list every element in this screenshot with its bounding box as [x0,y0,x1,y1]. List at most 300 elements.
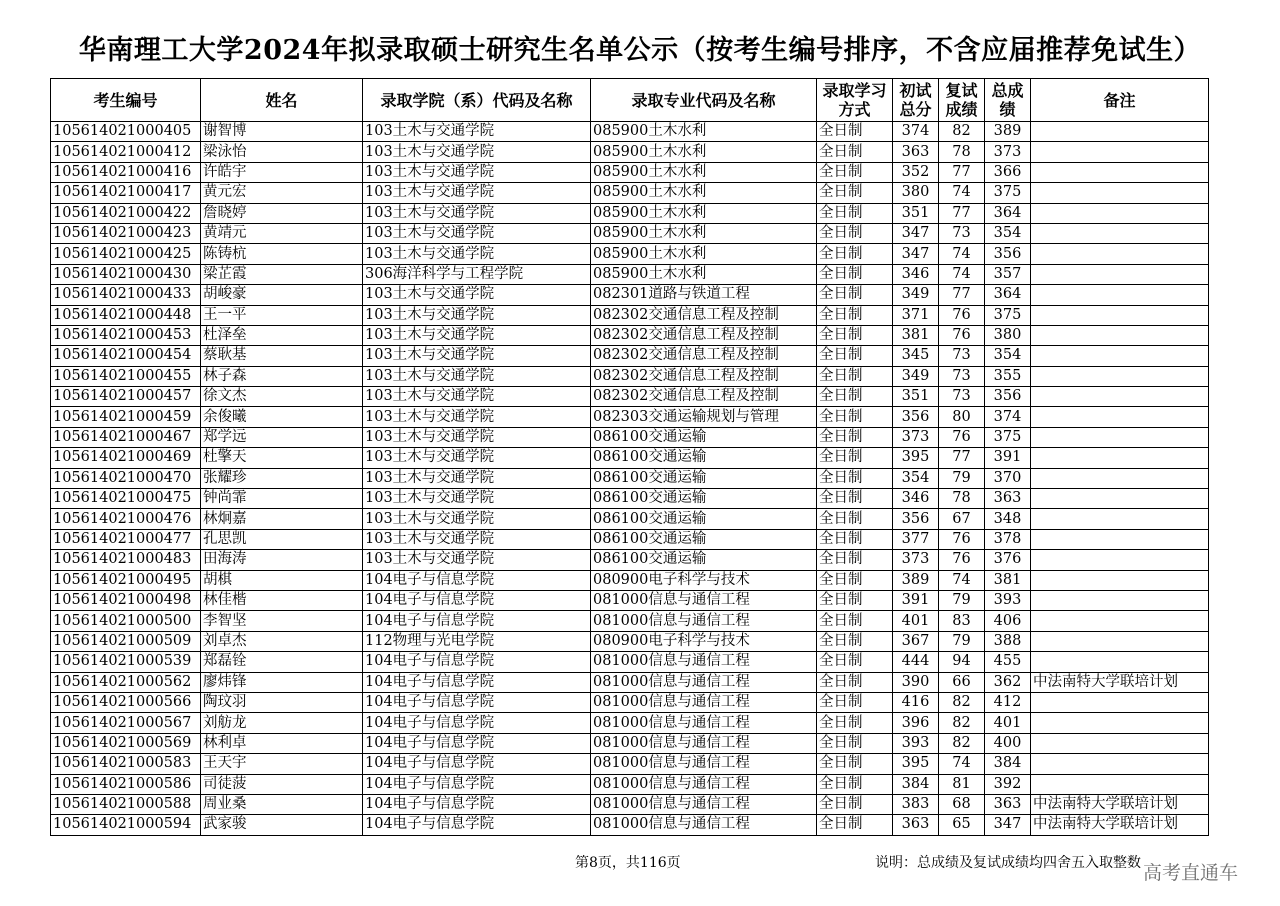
cell-note [1031,529,1209,549]
cell-initial: 373 [893,550,939,570]
cell-major: 086100交通运输 [591,489,817,509]
cell-total: 362 [985,672,1031,692]
cell-name: 杜泽垒 [201,325,363,345]
cell-major: 081000信息与通信工程 [591,815,817,835]
cell-major: 080900电子科学与技术 [591,570,817,590]
cell-major: 086100交通运输 [591,468,817,488]
cell-note [1031,305,1209,325]
cell-major: 086100交通运输 [591,550,817,570]
cell-total: 357 [985,264,1031,284]
cell-id: 105614021000454 [51,346,201,366]
cell-retest: 76 [939,427,985,447]
cell-total: 375 [985,427,1031,447]
cell-major: 086100交通运输 [591,448,817,468]
cell-major: 085900土木水利 [591,203,817,223]
table-row [51,305,1209,325]
cell-major: 081000信息与通信工程 [591,590,817,610]
cell-college: 103土木与交通学院 [363,448,591,468]
cell-name: 刘舫龙 [201,713,363,733]
cell-retest: 82 [939,713,985,733]
cell-college: 103土木与交通学院 [363,203,591,223]
cell-major: 082302交通信息工程及控制 [591,366,817,386]
cell-mode: 全日制 [817,631,893,651]
cell-note [1031,489,1209,509]
cell-retest: 80 [939,407,985,427]
cell-id: 105614021000430 [51,264,201,284]
cell-major: 085900土木水利 [591,142,817,162]
cell-note [1031,122,1209,142]
cell-name: 孔思凯 [201,529,363,549]
cell-college: 103土木与交通学院 [363,489,591,509]
cell-major: 086100交通运输 [591,529,817,549]
cell-retest: 82 [939,122,985,142]
cell-total: 393 [985,590,1031,610]
cell-name: 詹晓婷 [201,203,363,223]
cell-mode: 全日制 [817,407,893,427]
cell-note [1031,590,1209,610]
cell-id: 105614021000459 [51,407,201,427]
cell-initial: 395 [893,754,939,774]
cell-retest: 82 [939,692,985,712]
cell-name: 刘卓杰 [201,631,363,651]
cell-name: 林炯嘉 [201,509,363,529]
cell-note [1031,285,1209,305]
cell-college: 306海洋科学与工程学院 [363,264,591,284]
cell-note [1031,713,1209,733]
cell-total: 375 [985,183,1031,203]
cell-name: 李智坚 [201,611,363,631]
cell-total: 363 [985,794,1031,814]
cell-retest: 83 [939,611,985,631]
table-row [51,468,1209,488]
cell-total: 366 [985,162,1031,182]
header-initial-score: 初试总分 [893,79,939,122]
cell-id: 105614021000539 [51,652,201,672]
cell-major: 081000信息与通信工程 [591,652,817,672]
cell-total: 401 [985,713,1031,733]
cell-name: 周业桑 [201,794,363,814]
cell-college: 103土木与交通学院 [363,183,591,203]
cell-retest: 73 [939,223,985,243]
page-title: 华南理工大学2024年拟录取硕士研究生名单公示（按考生编号排序，不含应届推荐免试生） [78,35,1202,66]
cell-name: 蔡耿基 [201,346,363,366]
table-row [51,631,1209,651]
cell-mode: 全日制 [817,713,893,733]
cell-note [1031,692,1209,712]
cell-total: 355 [985,366,1031,386]
cell-college: 103土木与交通学院 [363,509,591,529]
header-total-score: 总成绩 [985,79,1031,122]
table-header-row [51,79,1209,122]
cell-major: 081000信息与通信工程 [591,611,817,631]
cell-total: 455 [985,652,1031,672]
cell-mode: 全日制 [817,489,893,509]
cell-id: 105614021000498 [51,590,201,610]
cell-id: 105614021000417 [51,183,201,203]
cell-note [1031,754,1209,774]
cell-mode: 全日制 [817,692,893,712]
cell-mode: 全日制 [817,611,893,631]
cell-note [1031,346,1209,366]
cell-major: 081000信息与通信工程 [591,733,817,753]
table-row [51,346,1209,366]
cell-major: 081000信息与通信工程 [591,794,817,814]
table-row [51,183,1209,203]
cell-name: 胡棋 [201,570,363,590]
cell-major: 081000信息与通信工程 [591,692,817,712]
cell-major: 081000信息与通信工程 [591,754,817,774]
cell-major: 080900电子科学与技术 [591,631,817,651]
cell-note [1031,550,1209,570]
cell-mode: 全日制 [817,550,893,570]
cell-mode: 全日制 [817,162,893,182]
cell-mode: 全日制 [817,733,893,753]
cell-college: 104电子与信息学院 [363,815,591,835]
cell-initial: 444 [893,652,939,672]
cell-initial: 393 [893,733,939,753]
cell-retest: 74 [939,244,985,264]
table-row [51,203,1209,223]
cell-college: 103土木与交通学院 [363,366,591,386]
cell-major: 085900土木水利 [591,122,817,142]
cell-id: 105614021000433 [51,285,201,305]
cell-retest: 78 [939,489,985,509]
cell-mode: 全日制 [817,815,893,835]
table-row [51,754,1209,774]
cell-mode: 全日制 [817,325,893,345]
cell-mode: 全日制 [817,529,893,549]
cell-note [1031,162,1209,182]
cell-id: 105614021000500 [51,611,201,631]
table-row [51,550,1209,570]
table-row [51,285,1209,305]
cell-note [1031,264,1209,284]
cell-note [1031,244,1209,264]
cell-college: 104电子与信息学院 [363,794,591,814]
cell-retest: 73 [939,346,985,366]
cell-mode: 全日制 [817,264,893,284]
table-row [51,244,1209,264]
cell-name: 林利卓 [201,733,363,753]
cell-major: 085900土木水利 [591,264,817,284]
table-row [51,692,1209,712]
cell-note [1031,142,1209,162]
table-row [51,529,1209,549]
cell-total: 381 [985,570,1031,590]
cell-total: 364 [985,203,1031,223]
cell-retest: 73 [939,387,985,407]
cell-total: 347 [985,815,1031,835]
cell-id: 105614021000594 [51,815,201,835]
cell-retest: 76 [939,325,985,345]
cell-major: 082302交通信息工程及控制 [591,325,817,345]
cell-mode: 全日制 [817,672,893,692]
cell-name: 廖炜锋 [201,672,363,692]
cell-mode: 全日制 [817,346,893,366]
cell-college: 103土木与交通学院 [363,346,591,366]
cell-initial: 346 [893,264,939,284]
cell-initial: 383 [893,794,939,814]
cell-note [1031,366,1209,386]
cell-total: 370 [985,468,1031,488]
table-row [51,774,1209,794]
cell-college: 103土木与交通学院 [363,223,591,243]
cell-major: 082302交通信息工程及控制 [591,305,817,325]
cell-initial: 373 [893,427,939,447]
cell-college: 103土木与交通学院 [363,244,591,264]
cell-name: 田海涛 [201,550,363,570]
cell-total: 378 [985,529,1031,549]
cell-retest: 68 [939,794,985,814]
cell-id: 105614021000588 [51,794,201,814]
cell-college: 103土木与交通学院 [363,550,591,570]
table-row [51,509,1209,529]
cell-initial: 349 [893,285,939,305]
cell-mode: 全日制 [817,142,893,162]
cell-mode: 全日制 [817,366,893,386]
cell-initial: 381 [893,325,939,345]
cell-mode: 全日制 [817,183,893,203]
cell-total: 412 [985,692,1031,712]
cell-note [1031,448,1209,468]
cell-initial: 367 [893,631,939,651]
cell-total: 348 [985,509,1031,529]
cell-total: 376 [985,550,1031,570]
cell-id: 105614021000469 [51,448,201,468]
table-row [51,142,1209,162]
cell-major: 085900土木水利 [591,244,817,264]
cell-mode: 全日制 [817,794,893,814]
cell-name: 郑学远 [201,427,363,447]
cell-note [1031,631,1209,651]
cell-id: 105614021000509 [51,631,201,651]
cell-note [1031,509,1209,529]
page-number: 第8页，共116页 [575,855,681,871]
cell-initial: 363 [893,815,939,835]
table-row [51,652,1209,672]
cell-mode: 全日制 [817,590,893,610]
cell-major: 086100交通运输 [591,427,817,447]
cell-id: 105614021000569 [51,733,201,753]
cell-note [1031,223,1209,243]
cell-mode: 全日制 [817,509,893,529]
table-row [51,611,1209,631]
table-row [51,672,1209,692]
cell-major: 085900土木水利 [591,162,817,182]
cell-major: 082301道路与铁道工程 [591,285,817,305]
cell-mode: 全日制 [817,652,893,672]
footer-note: 说明：总成绩及复试成绩均四舍五入取整数 [875,855,1141,871]
table-row [51,448,1209,468]
cell-initial: 363 [893,142,939,162]
cell-name: 林佳楷 [201,590,363,610]
cell-college: 103土木与交通学院 [363,122,591,142]
cell-note [1031,183,1209,203]
cell-id: 105614021000455 [51,366,201,386]
cell-college: 103土木与交通学院 [363,407,591,427]
table-row [51,713,1209,733]
cell-major: 085900土木水利 [591,183,817,203]
cell-college: 104电子与信息学院 [363,774,591,794]
cell-note [1031,427,1209,447]
cell-total: 356 [985,244,1031,264]
cell-name: 钟尚霏 [201,489,363,509]
table-row [51,427,1209,447]
header-college: 录取学院（系）代码及名称 [363,79,591,122]
cell-note [1031,325,1209,345]
cell-college: 103土木与交通学院 [363,529,591,549]
cell-retest: 77 [939,203,985,223]
cell-total: 373 [985,142,1031,162]
cell-id: 105614021000467 [51,427,201,447]
cell-total: 406 [985,611,1031,631]
cell-mode: 全日制 [817,285,893,305]
cell-id: 105614021000566 [51,692,201,712]
cell-initial: 390 [893,672,939,692]
cell-id: 105614021000562 [51,672,201,692]
cell-total: 392 [985,774,1031,794]
cell-major: 081000信息与通信工程 [591,672,817,692]
cell-name: 胡峻豪 [201,285,363,305]
cell-id: 105614021000567 [51,713,201,733]
cell-college: 103土木与交通学院 [363,427,591,447]
cell-total: 388 [985,631,1031,651]
header-retest-score: 复试成绩 [939,79,985,122]
cell-retest: 66 [939,672,985,692]
header-mode: 录取学习方式 [817,79,893,122]
cell-name: 郑磊铨 [201,652,363,672]
cell-id: 105614021000475 [51,489,201,509]
cell-initial: 356 [893,407,939,427]
cell-retest: 74 [939,754,985,774]
cell-mode: 全日制 [817,203,893,223]
cell-note [1031,387,1209,407]
cell-id: 105614021000477 [51,529,201,549]
cell-initial: 396 [893,713,939,733]
cell-retest: 77 [939,162,985,182]
cell-retest: 67 [939,509,985,529]
cell-mode: 全日制 [817,305,893,325]
cell-id: 105614021000416 [51,162,201,182]
cell-mode: 全日制 [817,427,893,447]
cell-id: 105614021000483 [51,550,201,570]
cell-mode: 全日制 [817,448,893,468]
table-row [51,489,1209,509]
cell-mode: 全日制 [817,223,893,243]
cell-retest: 65 [939,815,985,835]
cell-total: 384 [985,754,1031,774]
cell-total: 400 [985,733,1031,753]
cell-college: 104电子与信息学院 [363,652,591,672]
cell-initial: 351 [893,387,939,407]
cell-note [1031,774,1209,794]
cell-college: 103土木与交通学院 [363,325,591,345]
cell-note [1031,203,1209,223]
cell-total: 356 [985,387,1031,407]
cell-mode: 全日制 [817,468,893,488]
cell-college: 103土木与交通学院 [363,468,591,488]
cell-college: 112物理与光电学院 [363,631,591,651]
header-id: 考生编号 [51,79,201,122]
cell-name: 谢智博 [201,122,363,142]
cell-retest: 77 [939,285,985,305]
cell-mode: 全日制 [817,774,893,794]
cell-college: 104电子与信息学院 [363,733,591,753]
table-row [51,733,1209,753]
cell-major: 085900土木水利 [591,223,817,243]
cell-initial: 351 [893,203,939,223]
cell-initial: 346 [893,489,939,509]
cell-note [1031,407,1209,427]
cell-id: 105614021000422 [51,203,201,223]
cell-total: 363 [985,489,1031,509]
table-row [51,264,1209,284]
cell-name: 王天宇 [201,754,363,774]
cell-mode: 全日制 [817,387,893,407]
cell-initial: 345 [893,346,939,366]
cell-id: 105614021000453 [51,325,201,345]
cell-retest: 74 [939,570,985,590]
cell-college: 104电子与信息学院 [363,611,591,631]
cell-note [1031,570,1209,590]
cell-id: 105614021000457 [51,387,201,407]
cell-initial: 389 [893,570,939,590]
cell-major: 082302交通信息工程及控制 [591,387,817,407]
cell-name: 武家骏 [201,815,363,835]
table-row [51,162,1209,182]
cell-initial: 349 [893,366,939,386]
cell-total: 374 [985,407,1031,427]
cell-id: 105614021000586 [51,774,201,794]
cell-college: 104电子与信息学院 [363,590,591,610]
table-row [51,794,1209,814]
cell-initial: 401 [893,611,939,631]
cell-total: 364 [985,285,1031,305]
cell-initial: 352 [893,162,939,182]
cell-note: 中法南特大学联培计划 [1031,815,1209,835]
cell-name: 林子森 [201,366,363,386]
cell-college: 104电子与信息学院 [363,570,591,590]
cell-id: 105614021000476 [51,509,201,529]
cell-note: 中法南特大学联培计划 [1031,794,1209,814]
cell-mode: 全日制 [817,570,893,590]
cell-total: 380 [985,325,1031,345]
cell-major: 081000信息与通信工程 [591,713,817,733]
cell-total: 391 [985,448,1031,468]
cell-id: 105614021000583 [51,754,201,774]
cell-name: 徐文杰 [201,387,363,407]
cell-name: 许皓宇 [201,162,363,182]
cell-initial: 347 [893,244,939,264]
cell-name: 杜擎天 [201,448,363,468]
cell-name: 陈铸杭 [201,244,363,264]
cell-retest: 76 [939,529,985,549]
cell-mode: 全日制 [817,754,893,774]
table-row [51,815,1209,835]
admission-table [50,78,1209,836]
table-row [51,366,1209,386]
header-major: 录取专业代码及名称 [591,79,817,122]
cell-initial: 380 [893,183,939,203]
table-body [51,122,1209,836]
cell-initial: 391 [893,590,939,610]
cell-initial: 347 [893,223,939,243]
cell-note [1031,611,1209,631]
cell-retest: 77 [939,448,985,468]
cell-retest: 78 [939,142,985,162]
table-row [51,122,1209,142]
cell-college: 103土木与交通学院 [363,285,591,305]
